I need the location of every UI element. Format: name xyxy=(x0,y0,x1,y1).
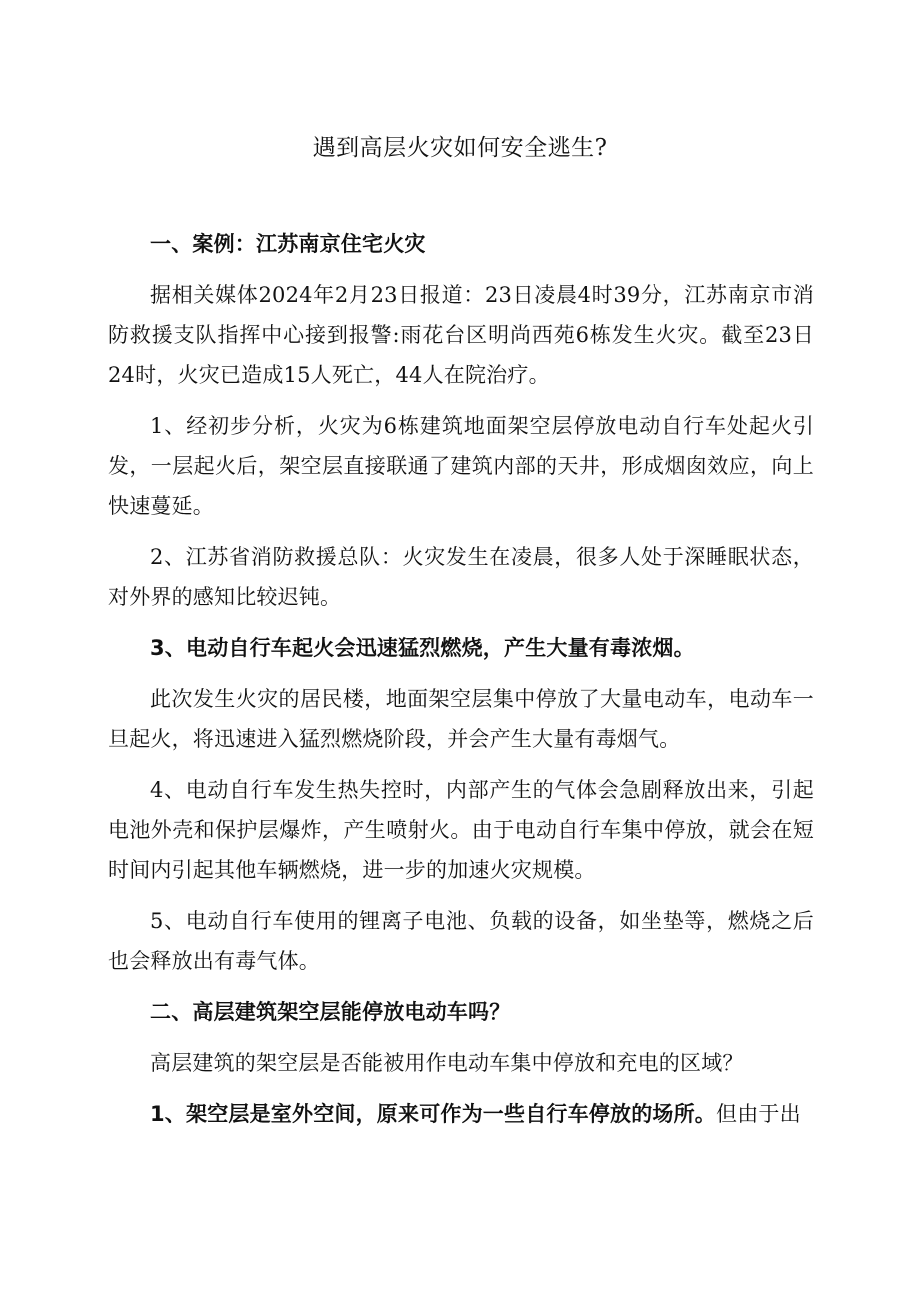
paragraph-point-1 xyxy=(108,1094,814,1134)
paragraph-item-1: 1、经初步分析，火灾为6栋建筑地面架空层停放电动自行车处起火引发，一层起火后，架空层直接联通了建筑内部的天井，形成烟囱效应，向上快速蔓延。 xyxy=(108,414,814,518)
paragraph-question: 高层建筑的架空层是否能被用作电动车集中停放和充电的区域？ xyxy=(150,1051,744,1075)
paragraph-item-2: 2、江苏省消防救援总队：火灾发生在凌晨，很多人处于深睡眠状态，对外界的感知比较迟钝。 xyxy=(108,545,814,609)
point-1-bold-text: 1、架空层是室外空间，原来可作为一些自行车停放的场所。 xyxy=(150,1102,717,1126)
paragraph-item-3-heading: 3、电动自行车起火会迅速猛烈燃烧，产生大量有毒浓烟。 xyxy=(150,636,695,660)
paragraph-item-3-text: 此次发生火灾的居民楼，地面架空层集中停放了大量电动车，电动车一旦起火，将迅速进入猛烈燃烧阶段，并会产生大量有毒烟气。 xyxy=(108,687,814,751)
point-1-rest-text: 但由于出 xyxy=(716,1102,801,1126)
paragraph-item-4: 4、电动自行车发生热失控时，内部产生的气体会急剧释放出来，引起电池外壳和保护层爆炸，产生喷射火。由于电动自行车集中停放，就会在短时间内引起其他车辆燃烧，进一步的加速火灾规模。 xyxy=(108,778,814,882)
paragraph-report: 据相关媒体2024年2月23日报道：23日凌晨4时39分，江苏南京市消防救援支队指挥中心接到报警:雨花台区明尚西苑6栋发生火灾。截至23日24时，火灾已造成15人死亡，44人在院治疗。 xyxy=(108,283,814,387)
section-heading-question: 二、高层建筑架空层能停放电动车吗？ xyxy=(150,1000,511,1024)
section-heading-case: 一、案例：江苏南京住宅火灾 xyxy=(150,232,426,256)
paragraph-item-5: 5、电动自行车使用的锂离子电池、负载的设备，如坐垫等，燃烧之后也会释放出有毒气体。 xyxy=(108,909,814,973)
document-title: 遇到高层火灾如何安全逃生? xyxy=(312,135,608,161)
document-body xyxy=(108,224,814,1145)
